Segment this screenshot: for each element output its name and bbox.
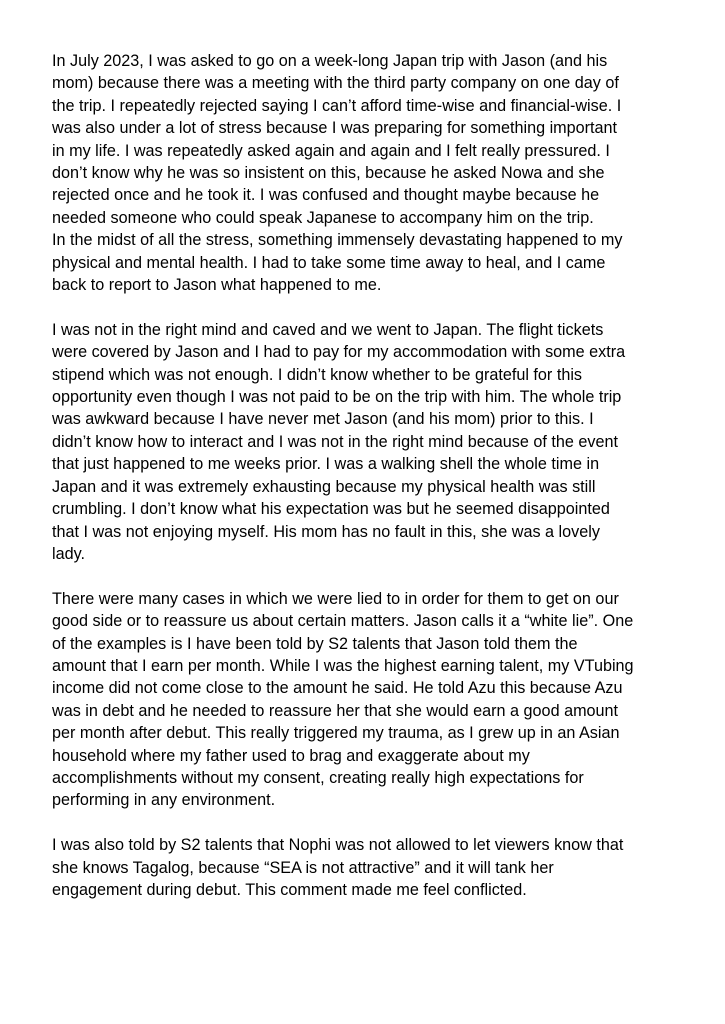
text-line: In July 2023, I was asked to go on a week-long Japan trip with Jason (and his bbox=[52, 52, 608, 70]
text-line: stipend which was not enough. I didn’t know whether to be grateful for this bbox=[52, 365, 583, 384]
text-line: crumbling. I don’t know what his expectation was but he seemed disappointed bbox=[52, 500, 610, 519]
text-line: performing in any environment. bbox=[52, 791, 276, 810]
text-line: were covered by Jason and I had to pay for my accommodation with some extra bbox=[52, 343, 626, 362]
text-line: accomplishments without my consent, creating really high expectations for bbox=[52, 768, 584, 787]
text-line: I was also told by S2 talents that Nophi was not allowed to let viewers know that bbox=[52, 836, 624, 855]
paragraph-health-event bbox=[52, 229, 682, 296]
text-line: per month after debut. This really triggered my trauma, as I grew up in an Asian bbox=[52, 724, 620, 743]
paragraph-tagalog bbox=[52, 834, 682, 901]
paragraph-white-lies bbox=[52, 588, 682, 812]
text-line: good side or to reassure us about certain matters. Jason calls it a “white lie”. One bbox=[52, 612, 634, 631]
text-line: in my life. I was repeatedly asked again and again and I felt really pressured. I bbox=[52, 141, 610, 160]
paragraph-japan-trip-request bbox=[52, 50, 682, 229]
text-line: household where my father used to brag and exaggerate about my bbox=[52, 746, 530, 765]
text-line: that I was not enjoying myself. His mom has no fault in this, she was a lovely bbox=[52, 522, 600, 541]
text-line: I was not in the right mind and caved and we went to Japan. The flight tickets bbox=[52, 320, 604, 339]
text-line: of the examples is I have been told by S2 talents that Jason told them the bbox=[52, 634, 578, 653]
text-line: was awkward because I have never met Jason (and his mom) prior to this. I bbox=[52, 410, 594, 429]
text-line: rejected once and he took it. I was confused and thought maybe because he bbox=[52, 186, 600, 205]
text-line: There were many cases in which we were lied to in order for them to get on our bbox=[52, 589, 619, 608]
text-line: mom) because there was a meeting with the third party company on one day of bbox=[52, 74, 619, 93]
text-line: income did not come close to the amount he said. He told Azu this because Azu bbox=[52, 679, 623, 698]
text-line: opportunity even though I was not paid to be on the trip with him. The whole trip bbox=[52, 388, 622, 407]
text-line: engagement during debut. This comment made me feel conflicted. bbox=[52, 880, 527, 899]
text-line: Japan and it was extremely exhausting because my physical health was still bbox=[52, 477, 596, 496]
text-line: don’t know why he was so insistent on this, because he asked Nowa and she bbox=[52, 164, 605, 183]
text-line: was also under a lot of stress because I was preparing for something important bbox=[52, 119, 618, 138]
text-line: was in debt and he needed to reassure her that she would earn a good amount bbox=[52, 701, 619, 720]
text-line: that just happened to me weeks prior. I was a walking shell the whole time in bbox=[52, 455, 600, 474]
text-line: back to report to Jason what happened to me. bbox=[52, 276, 382, 295]
text-line: didn’t know how to interact and I was not in the right mind because of the event bbox=[52, 432, 619, 451]
document-body bbox=[52, 50, 682, 924]
text-line: In the midst of all the stress, something immensely devastating happened to my bbox=[52, 231, 623, 250]
paragraph-japan-trip bbox=[52, 319, 682, 565]
text-line: she knows Tagalog, because “SEA is not attractive” and it will tank her bbox=[52, 858, 554, 877]
text-line: amount that I earn per month. While I was the highest earning talent, my VTubing bbox=[52, 656, 634, 675]
text-line: the trip. I repeatedly rejected saying I can’t afford time-wise and financial-wise. I bbox=[52, 96, 622, 115]
text-line: physical and mental health. I had to take some time away to heal, and I came bbox=[52, 253, 606, 272]
text-line: needed someone who could speak Japanese to accompany him on the trip. bbox=[52, 208, 594, 227]
text-line: lady. bbox=[52, 544, 85, 563]
